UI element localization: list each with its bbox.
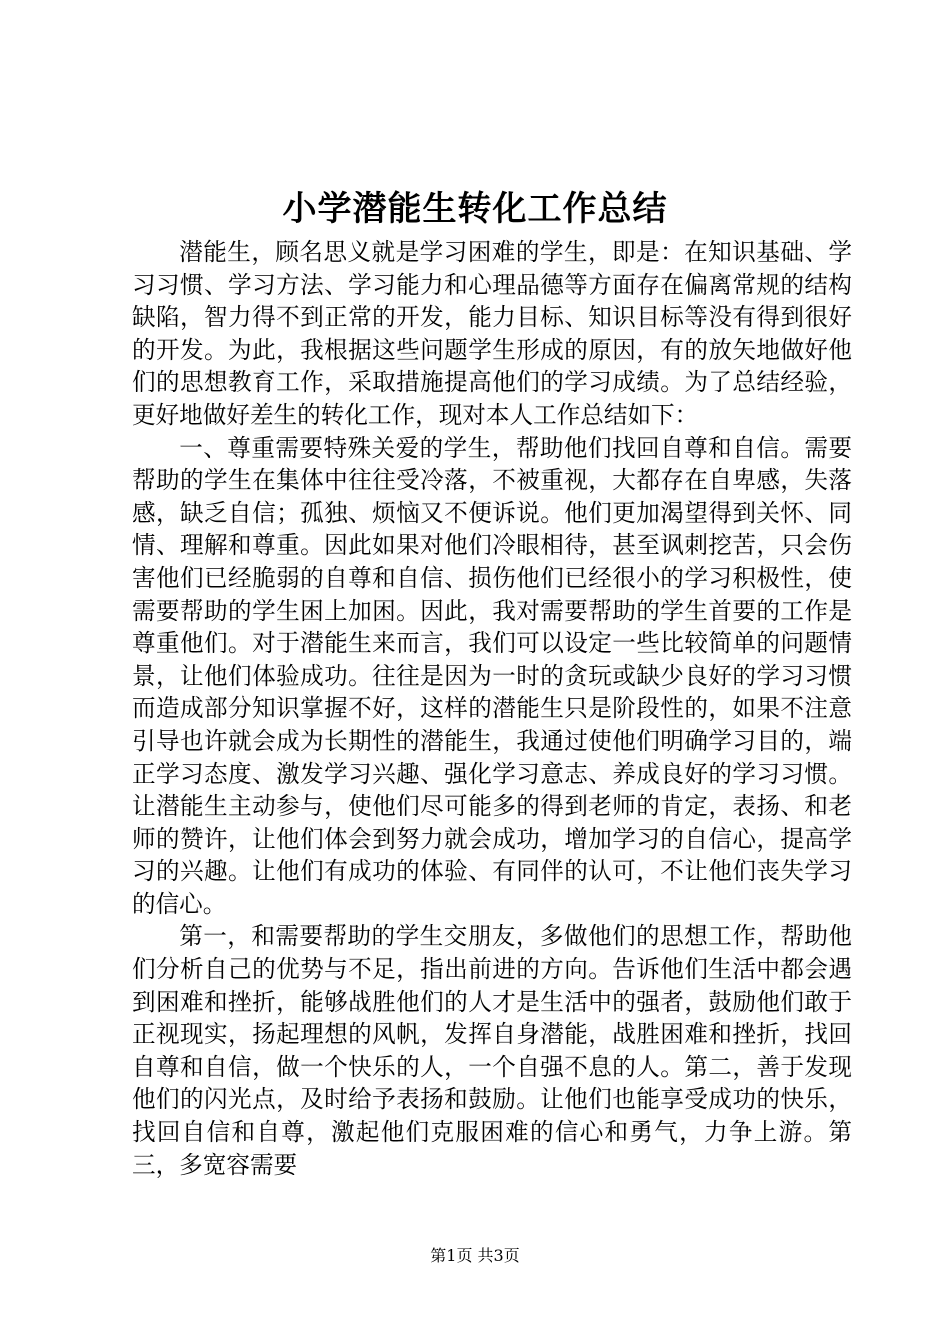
page-footer: 第1页 共3页	[430, 1246, 520, 1265]
document-title: 小学潜能生转化工作总结	[282, 189, 668, 229]
paragraph-first-point: 第一，和需要帮助的学生交朋友，多做他们的思想工作，帮助他们分析自己的优势与不足，指出前进的方向。告诉他们生活中都会遇到困难和挫折，能够战胜他们的人才是生活中的强者，鼓励他们敢于正视现实，扬起理想的风帆，发挥自身潜能，战胜困难和挫折，找回自尊和自信，做一个快乐的人，一个自强不息的人。第二，善于发现他们的闪光点，及时给予表扬和鼓励。让他们也能享受成功的快乐，找回自信和自尊，激起他们克服困难的信心和勇气，力争上游。第三，多宽容需要	[132, 922, 852, 1179]
paragraph-respect: 一、尊重需要特殊关爱的学生，帮助他们找回自尊和自信。需要帮助的学生在集体中往往受冷落，不被重视，大都存在自卑感，失落感，缺乏自信；孤独、烦恼又不便诉说。他们更加渴望得到关怀、同情、理解和尊重。因此如果对他们冷眼相待，甚至讽刺挖苦，只会伤害他们已经脆弱的自尊和自信、损伤他们已经很小的学习积极性，使需要帮助的学生困上加困。因此，我对需要帮助的学生首要的工作是尊重他们。对于潜能生来而言，我们可以设定一些比较简单的问题情景，让他们体验成功。往往是因为一时的贪玩或缺少良好的学习习惯而造成部分知识掌握不好，这样的潜能生只是阶段性的，如果不注意引导也许就会成为长期性的潜能生，我通过使他们明确学习目的，端正学习态度、激发学习兴趣、强化学习意志、养成良好的学习习惯。让潜能生主动参与，使他们尽可能多的得到老师的肯定，表扬、和老师的赞许，让他们体会到努力就会成功，增加学习的自信心，提高学习的兴趣。让他们有成功的体验、有同伴的认可，不让他们丧失学习的信心。	[132, 433, 852, 918]
document-body	[132, 236, 852, 1181]
paragraph-intro: 潜能生，顾名思义就是学习困难的学生，即是：在知识基础、学习习惯、学习方法、学习能力和心理品德等方面存在偏离常规的结构缺陷，智力得不到正常的开发，能力目标、知识目标等没有得到很好的开发。为此，我根据这些问题学生形成的原因，有的放矢地做好他们的思想教育工作，采取措施提高他们的学习成绩。为了总结经验，更好地做好差生的转化工作，现对本人工作总结如下：	[132, 238, 852, 429]
